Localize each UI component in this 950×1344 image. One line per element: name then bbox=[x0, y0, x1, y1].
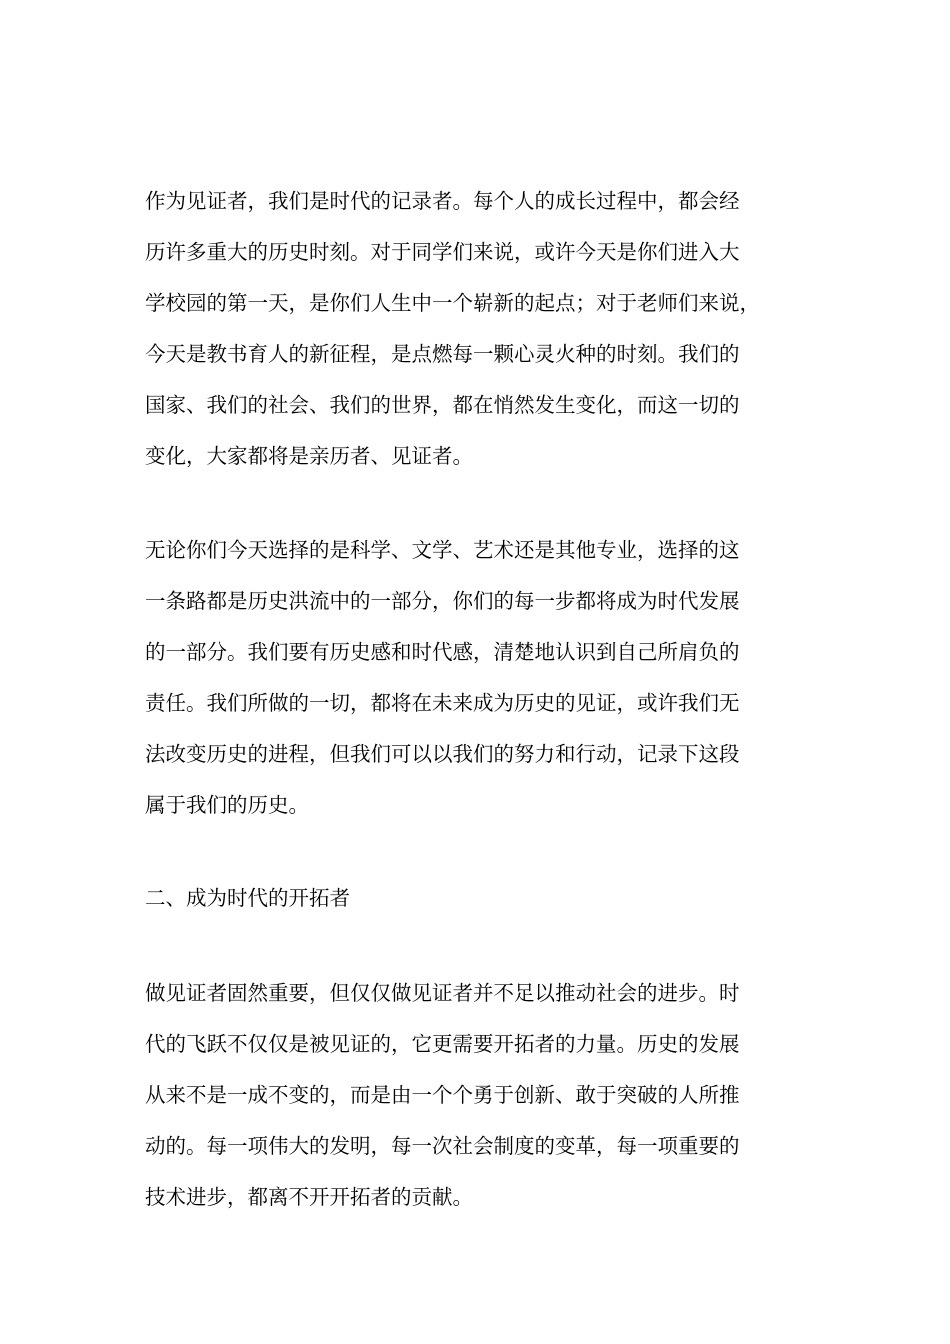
text-line: 学校园的第一天，是你们人生中一个崭新的起点；对于老师们来说， bbox=[145, 291, 760, 315]
text-line: 属于我们的历史。 bbox=[145, 793, 309, 817]
section-heading bbox=[145, 873, 835, 924]
text-line: 责任。我们所做的一切，都将在未来成为历史的见证，或许我们无 bbox=[145, 691, 740, 715]
text-line: 法改变历史的进程，但我们可以以我们的努力和行动，记录下这段 bbox=[145, 742, 740, 766]
text-line: 做见证者固然重要，但仅仅做见证者并不足以推动社会的进步。时 bbox=[145, 981, 740, 1005]
text-line: 国家、我们的社会、我们的世界，都在悄然发生变化，而这一切的 bbox=[145, 393, 740, 417]
paragraph-history-path bbox=[145, 525, 835, 831]
paragraph-witness bbox=[145, 176, 835, 482]
text-line: 从来不是一成不变的，而是由一个个勇于创新、敢于突破的人所推 bbox=[145, 1083, 740, 1107]
text-line: 一条路都是历史洪流中的一部分，你们的每一步都将成为时代发展 bbox=[145, 589, 740, 613]
text-line: 技术进步，都离不开开拓者的贡献。 bbox=[145, 1185, 473, 1209]
text-line: 作为见证者，我们是时代的记录者。每个人的成长过程中，都会经 bbox=[145, 189, 740, 213]
text-line: 的一部分。我们要有历史感和时代感，清楚地认识到自己所肩负的 bbox=[145, 640, 740, 664]
text-line: 代的飞跃不仅仅是被见证的，它更需要开拓者的力量。历史的发展 bbox=[145, 1032, 740, 1056]
text-line: 今天是教书育人的新征程，是点燃每一颗心灵火种的时刻。我们的 bbox=[145, 342, 740, 366]
section-heading-text: 二、成为时代的开拓者 bbox=[145, 886, 350, 910]
text-line: 历许多重大的历史时刻。对于同学们来说，或许今天是你们进入大 bbox=[145, 240, 740, 264]
paragraph-pioneer bbox=[145, 968, 835, 1223]
text-line: 动的。每一项伟大的发明，每一次社会制度的变革，每一项重要的 bbox=[145, 1134, 740, 1158]
text-line: 无论你们今天选择的是科学、文学、艺术还是其他专业，选择的这 bbox=[145, 538, 740, 562]
text-line: 变化，大家都将是亲历者、见证者。 bbox=[145, 444, 473, 468]
